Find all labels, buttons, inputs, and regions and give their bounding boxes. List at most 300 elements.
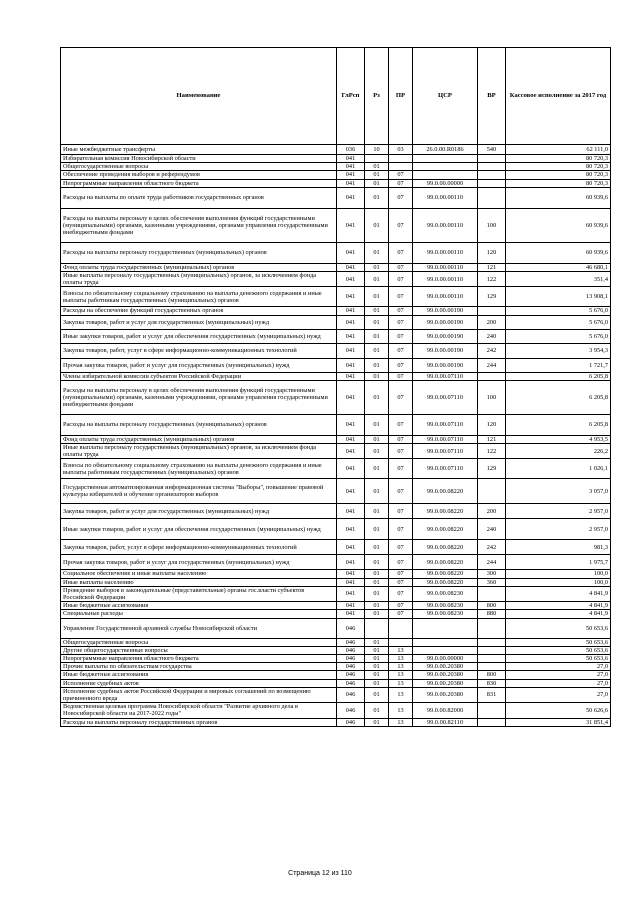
- row-amount: 50 626,6: [506, 703, 611, 718]
- row-vr: 540: [478, 145, 506, 155]
- row-pr: 07: [389, 435, 413, 443]
- row-name: Прочие выплаты по обязательствам государства: [61, 663, 337, 671]
- row-amount: 62 111,0: [506, 145, 611, 155]
- row-name: Расходы на выплаты по оплате труда работников государственных органов: [61, 187, 337, 208]
- row-amount: 50 653,6: [506, 638, 611, 646]
- row-name: Иные межбюджетные трансферты: [61, 145, 337, 155]
- row-name: Прочая закупка товаров, работ и услуг для государственных (муниципальных) нужд: [61, 358, 337, 372]
- table-row: [61, 179, 611, 187]
- table-row: [61, 329, 611, 343]
- row-pr: 07: [389, 208, 413, 242]
- row-csr: 99.0.00.20380: [413, 663, 478, 671]
- row-vr: [478, 663, 506, 671]
- row-rz: 01: [365, 459, 389, 479]
- row-csr: 99.0.00.07110: [413, 444, 478, 459]
- row-rz: 01: [365, 555, 389, 570]
- row-vr: 242: [478, 540, 506, 555]
- table-row: [61, 414, 611, 435]
- row-name: Фонд оплаты труда государственных (муниципальных) органов: [61, 263, 337, 271]
- row-amount: 1 026,1: [506, 459, 611, 479]
- row-csr: 99.0.00.00190: [413, 343, 478, 358]
- row-rz: [365, 618, 389, 638]
- row-vr: 200: [478, 504, 506, 519]
- row-amount: 4 841,9: [506, 586, 611, 601]
- table-row: [61, 272, 611, 287]
- row-pr: 13: [389, 703, 413, 718]
- row-vr: 121: [478, 263, 506, 271]
- row-glrs: 041: [337, 171, 365, 179]
- row-name: Расходы на выплаты персоналу государственных органов: [61, 718, 337, 726]
- row-rz: 01: [365, 242, 389, 263]
- row-glrs: 041: [337, 504, 365, 519]
- row-csr: 99.0.00.08220: [413, 555, 478, 570]
- table-row: [61, 586, 611, 601]
- row-rz: 01: [365, 540, 389, 555]
- row-rz: 01: [365, 671, 389, 679]
- row-glrs: 046: [337, 671, 365, 679]
- row-pr: 13: [389, 718, 413, 726]
- row-amount: 3 057,0: [506, 479, 611, 504]
- row-pr: 13: [389, 679, 413, 687]
- row-rz: 01: [365, 414, 389, 435]
- table-row: [61, 145, 611, 155]
- table-row: [61, 540, 611, 555]
- table-row: [61, 504, 611, 519]
- row-name: Иные бюджетные ассигнования: [61, 602, 337, 610]
- row-amount: 50 653,6: [506, 618, 611, 638]
- row-pr: 07: [389, 315, 413, 329]
- page-number: Страница 12 из 110: [288, 870, 352, 877]
- row-vr: [478, 187, 506, 208]
- row-csr: 99.0.00.82110: [413, 718, 478, 726]
- row-vr: 800: [478, 602, 506, 610]
- row-name: Непрограммные направления областного бюджета: [61, 655, 337, 663]
- row-name: Расходы на выплаты персоналу государственных (муниципальных) органов: [61, 242, 337, 263]
- row-pr: 07: [389, 187, 413, 208]
- row-csr: 26.0.00.R0186: [413, 145, 478, 155]
- row-rz: 01: [365, 655, 389, 663]
- table-row: [61, 287, 611, 307]
- row-name: Закупка товаров, работ и услуг для государственных (муниципальных) нужд: [61, 504, 337, 519]
- row-name: Государственная автоматизированная информационная система "Выборы", повышение правовой культуры избирателей и обучение организаторов выборов: [61, 479, 337, 504]
- row-glrs: 041: [337, 343, 365, 358]
- table-row: [61, 703, 611, 718]
- row-rz: 01: [365, 602, 389, 610]
- row-glrs: 041: [337, 602, 365, 610]
- row-pr: 07: [389, 380, 413, 414]
- table-row: [61, 187, 611, 208]
- table-row: [61, 646, 611, 654]
- row-pr: 13: [389, 663, 413, 671]
- row-name: Иные закупки товаров, работ и услуг для обеспечения государственных (муниципальных) нужд: [61, 329, 337, 343]
- row-csr: 99.0.00.00190: [413, 358, 478, 372]
- row-glrs: 041: [337, 208, 365, 242]
- table-row: [61, 638, 611, 646]
- row-rz: 01: [365, 435, 389, 443]
- row-glrs: 041: [337, 414, 365, 435]
- row-name: Управление Государственной архивной службы Новосибирской области: [61, 618, 337, 638]
- row-csr: 99.0.00.08220: [413, 540, 478, 555]
- row-glrs: 041: [337, 380, 365, 414]
- row-rz: 01: [365, 315, 389, 329]
- row-rz: 01: [365, 187, 389, 208]
- row-glrs: 041: [337, 435, 365, 443]
- row-csr: 99.0.00.08230: [413, 586, 478, 601]
- row-glrs: 041: [337, 358, 365, 372]
- row-name: Исполнение судебных актов Российской Федерации и мировых соглашений по возмещению причиненного вреда: [61, 687, 337, 702]
- row-rz: 01: [365, 263, 389, 271]
- row-vr: [478, 479, 506, 504]
- row-vr: 100: [478, 380, 506, 414]
- row-pr: 07: [389, 414, 413, 435]
- row-amount: 5 676,0: [506, 307, 611, 315]
- table-row: [61, 315, 611, 329]
- table-row: [61, 570, 611, 578]
- row-glrs: 041: [337, 610, 365, 618]
- row-pr: 07: [389, 179, 413, 187]
- row-glrs: 041: [337, 315, 365, 329]
- row-csr: 99.0.00.00190: [413, 315, 478, 329]
- header-amount: Кассовое исполнение за 2017 год: [506, 48, 611, 145]
- header-rz: Рз: [365, 48, 389, 145]
- budget-table: [60, 47, 611, 727]
- row-vr: [478, 655, 506, 663]
- row-rz: 01: [365, 272, 389, 287]
- row-pr: 07: [389, 610, 413, 618]
- row-pr: 07: [389, 329, 413, 343]
- row-glrs: 046: [337, 663, 365, 671]
- row-rz: 01: [365, 646, 389, 654]
- row-glrs: 041: [337, 479, 365, 504]
- row-rz: 01: [365, 638, 389, 646]
- row-pr: 07: [389, 504, 413, 519]
- table-row: [61, 358, 611, 372]
- table-row: [61, 263, 611, 271]
- row-pr: 07: [389, 459, 413, 479]
- row-pr: 07: [389, 272, 413, 287]
- table-row: [61, 343, 611, 358]
- row-vr: 129: [478, 287, 506, 307]
- row-pr: 07: [389, 242, 413, 263]
- row-csr: 99.0.00.08230: [413, 610, 478, 618]
- row-csr: 99.0.00.07110: [413, 459, 478, 479]
- header-name: Наименование: [61, 48, 337, 145]
- row-vr: 830: [478, 679, 506, 687]
- row-rz: 01: [365, 208, 389, 242]
- row-glrs: 041: [337, 444, 365, 459]
- row-vr: 244: [478, 555, 506, 570]
- row-name: Взносы по обязательному социальному страхованию на выплаты денежного содержания и иные выплаты работникам государственных (муниципальных) органов: [61, 287, 337, 307]
- row-pr: [389, 638, 413, 646]
- row-vr: 300: [478, 570, 506, 578]
- row-csr: 99.0.00.07110: [413, 435, 478, 443]
- table-row: [61, 372, 611, 380]
- row-amount: 27,0: [506, 671, 611, 679]
- row-name: Обеспечение проведения выборов и референдумов: [61, 171, 337, 179]
- row-csr: [413, 618, 478, 638]
- row-vr: [478, 646, 506, 654]
- row-glrs: 041: [337, 272, 365, 287]
- row-vr: 242: [478, 343, 506, 358]
- row-amount: 80 720,3: [506, 171, 611, 179]
- table-row: [61, 163, 611, 171]
- row-name: Расходы на обеспечение функций государственных органов: [61, 307, 337, 315]
- row-vr: 360: [478, 578, 506, 586]
- row-pr: 07: [389, 263, 413, 271]
- row-pr: 13: [389, 655, 413, 663]
- row-rz: 01: [365, 444, 389, 459]
- table-row: [61, 459, 611, 479]
- row-name: Закупка товаров, работ и услуг для государственных (муниципальных) нужд: [61, 315, 337, 329]
- row-amount: 4 841,9: [506, 610, 611, 618]
- row-amount: 100,0: [506, 578, 611, 586]
- row-glrs: 046: [337, 703, 365, 718]
- row-vr: [478, 179, 506, 187]
- row-csr: 99.0.00.00110: [413, 272, 478, 287]
- row-glrs: 041: [337, 179, 365, 187]
- row-pr: 07: [389, 444, 413, 459]
- row-rz: 01: [365, 570, 389, 578]
- table-row: [61, 435, 611, 443]
- row-amount: 6 205,8: [506, 372, 611, 380]
- row-pr: 07: [389, 519, 413, 540]
- row-glrs: 046: [337, 687, 365, 702]
- row-name: Расходы на выплаты персоналу в целях обеспечения выполнения функций государственными (муниципальными) органами, казенными учреждениями, органами управления государственными внебюджетными фондами: [61, 208, 337, 242]
- row-glrs: 041: [337, 329, 365, 343]
- row-pr: 07: [389, 586, 413, 601]
- row-amount: 27,0: [506, 679, 611, 687]
- row-vr: [478, 618, 506, 638]
- row-rz: [365, 155, 389, 163]
- header-pr: ПР: [389, 48, 413, 145]
- row-name: Закупка товаров, работ, услуг в сфере информационно-коммуникационных технологий: [61, 343, 337, 358]
- row-glrs: 041: [337, 519, 365, 540]
- table-row: [61, 519, 611, 540]
- row-amount: 31 851,4: [506, 718, 611, 726]
- row-csr: [413, 638, 478, 646]
- table-body: [61, 145, 611, 727]
- row-name: Иные бюджетные ассигнования: [61, 671, 337, 679]
- row-glrs: 046: [337, 679, 365, 687]
- row-rz: 01: [365, 358, 389, 372]
- row-pr: 07: [389, 602, 413, 610]
- table-row: [61, 444, 611, 459]
- row-rz: 01: [365, 171, 389, 179]
- row-csr: 99.0.00.00110: [413, 208, 478, 242]
- row-name: Проведение выборов в законодательные (представительные) органы гос.власти субъектов Российской Федерации: [61, 586, 337, 601]
- row-vr: [478, 155, 506, 163]
- row-csr: 99.0.00.07110: [413, 414, 478, 435]
- header-vr: ВР: [478, 48, 506, 145]
- row-glrs: 041: [337, 570, 365, 578]
- row-amount: 13 908,1: [506, 287, 611, 307]
- row-pr: 13: [389, 671, 413, 679]
- row-amount: 2 957,0: [506, 519, 611, 540]
- row-amount: 60 939,6: [506, 242, 611, 263]
- row-vr: [478, 171, 506, 179]
- row-vr: 240: [478, 519, 506, 540]
- table-row: [61, 171, 611, 179]
- row-rz: 01: [365, 504, 389, 519]
- row-rz: 01: [365, 372, 389, 380]
- row-csr: 99.0.00.07110: [413, 372, 478, 380]
- row-csr: 99.0.00.20380: [413, 679, 478, 687]
- row-csr: 99.0.00.08220: [413, 578, 478, 586]
- row-vr: 122: [478, 444, 506, 459]
- table-row: [61, 655, 611, 663]
- row-name: Члены избирательной комиссии субъектов Российской Федерации: [61, 372, 337, 380]
- row-csr: 99.0.00.00190: [413, 329, 478, 343]
- row-rz: 10: [365, 145, 389, 155]
- row-csr: 99.0.00.00000: [413, 179, 478, 187]
- row-vr: 880: [478, 610, 506, 618]
- row-pr: 07: [389, 343, 413, 358]
- row-glrs: 041: [337, 578, 365, 586]
- row-rz: 01: [365, 586, 389, 601]
- header-csr: ЦСР: [413, 48, 478, 145]
- row-rz: 01: [365, 479, 389, 504]
- row-amount: 46 680,1: [506, 263, 611, 271]
- row-name: Взносы по обязательному социальному страхованию на выплаты денежного содержания и иные выплаты работникам государственных (муниципальных) органов: [61, 459, 337, 479]
- table-row: [61, 555, 611, 570]
- row-name: Расходы на выплаты персоналу в целях обеспечения выполнения функций государственными (муниципальными) органами, казенными учреждениями, органами управления государственными внебюджетными фондами: [61, 380, 337, 414]
- row-amount: 6 205,8: [506, 380, 611, 414]
- row-pr: 07: [389, 307, 413, 315]
- row-vr: 121: [478, 435, 506, 443]
- row-pr: 07: [389, 479, 413, 504]
- table-row: [61, 618, 611, 638]
- row-glrs: 046: [337, 655, 365, 663]
- row-name: Общегосударственные вопросы: [61, 163, 337, 171]
- row-amount: 4 841,9: [506, 602, 611, 610]
- row-name: Непрограммные направления областного бюджета: [61, 179, 337, 187]
- row-glrs: 041: [337, 242, 365, 263]
- row-glrs: 041: [337, 555, 365, 570]
- row-rz: 01: [365, 679, 389, 687]
- row-amount: 27,0: [506, 687, 611, 702]
- row-name: Иные выплаты населению: [61, 578, 337, 586]
- row-csr: 99.0.00.00190: [413, 307, 478, 315]
- row-name: Иные выплаты персоналу государственных (муниципальных) органов, за исключением фонда оплаты труда: [61, 444, 337, 459]
- row-rz: 01: [365, 307, 389, 315]
- row-glrs: 041: [337, 263, 365, 271]
- budget-table-sheet: [60, 47, 610, 727]
- row-pr: [389, 618, 413, 638]
- row-pr: 07: [389, 578, 413, 586]
- row-name: Иные закупки товаров, работ и услуг для обеспечения государственных (муниципальных) нужд: [61, 519, 337, 540]
- row-csr: 99.0.00.20380: [413, 671, 478, 679]
- row-amount: 2 957,0: [506, 504, 611, 519]
- row-glrs: 041: [337, 459, 365, 479]
- header-glrs: ГлРсп: [337, 48, 365, 145]
- table-row: [61, 307, 611, 315]
- row-pr: [389, 155, 413, 163]
- row-rz: 01: [365, 163, 389, 171]
- row-csr: [413, 155, 478, 163]
- table-header-row: [61, 48, 611, 145]
- row-name: Специальные расходы: [61, 610, 337, 618]
- row-name: Общегосударственные вопросы: [61, 638, 337, 646]
- table-row: [61, 718, 611, 726]
- row-csr: 99.0.00.00110: [413, 263, 478, 271]
- row-pr: 07: [389, 570, 413, 578]
- row-vr: 800: [478, 671, 506, 679]
- row-vr: 240: [478, 329, 506, 343]
- row-glrs: 046: [337, 718, 365, 726]
- row-amount: 80 720,3: [506, 179, 611, 187]
- row-csr: [413, 171, 478, 179]
- row-glrs: 041: [337, 372, 365, 380]
- row-name: Социальное обеспечение и иные выплаты населению: [61, 570, 337, 578]
- row-pr: 07: [389, 358, 413, 372]
- row-vr: [478, 307, 506, 315]
- row-glrs: 046: [337, 618, 365, 638]
- row-csr: 99.0.00.00110: [413, 187, 478, 208]
- row-amount: 351,4: [506, 272, 611, 287]
- row-amount: 50 653,6: [506, 646, 611, 654]
- row-csr: 99.0.00.08220: [413, 519, 478, 540]
- table-row: [61, 671, 611, 679]
- row-pr: 13: [389, 646, 413, 654]
- row-name: Избирательная комиссия Новосибирской области: [61, 155, 337, 163]
- table-row: [61, 208, 611, 242]
- row-vr: 244: [478, 358, 506, 372]
- row-pr: 03: [389, 145, 413, 155]
- row-pr: 13: [389, 687, 413, 702]
- row-name: Ведомственная целевая программа Новосибирской области "Развитие архивного дела в Новосибирской области на 2017-2022 годы": [61, 703, 337, 718]
- row-vr: 120: [478, 242, 506, 263]
- row-rz: 01: [365, 663, 389, 671]
- row-rz: 01: [365, 718, 389, 726]
- row-amount: 5 676,0: [506, 315, 611, 329]
- row-vr: 200: [478, 315, 506, 329]
- table-row: [61, 610, 611, 618]
- row-rz: 01: [365, 343, 389, 358]
- row-amount: 4 953,5: [506, 435, 611, 443]
- row-glrs: 041: [337, 586, 365, 601]
- row-amount: 27,0: [506, 663, 611, 671]
- row-glrs: 046: [337, 638, 365, 646]
- row-csr: 99.0.00.20380: [413, 687, 478, 702]
- row-vr: 129: [478, 459, 506, 479]
- row-csr: [413, 163, 478, 171]
- row-csr: 99.0.00.08220: [413, 504, 478, 519]
- row-name: Закупка товаров, работ, услуг в сфере информационно-коммуникационных технологий: [61, 540, 337, 555]
- row-amount: 5 676,0: [506, 329, 611, 343]
- row-pr: 07: [389, 372, 413, 380]
- row-amount: 981,3: [506, 540, 611, 555]
- table-row: [61, 663, 611, 671]
- row-amount: 100,0: [506, 570, 611, 578]
- row-name: Другие общегосударственные вопросы: [61, 646, 337, 654]
- table-row: [61, 578, 611, 586]
- row-rz: 01: [365, 179, 389, 187]
- table-row: [61, 155, 611, 163]
- row-vr: [478, 372, 506, 380]
- row-amount: 6 205,8: [506, 414, 611, 435]
- row-csr: 99.0.00.00000: [413, 655, 478, 663]
- row-csr: 99.0.00.08220: [413, 479, 478, 504]
- row-pr: 07: [389, 171, 413, 179]
- row-vr: 120: [478, 414, 506, 435]
- row-vr: [478, 703, 506, 718]
- row-rz: 01: [365, 687, 389, 702]
- row-csr: 99.0.00.08220: [413, 570, 478, 578]
- row-rz: 01: [365, 578, 389, 586]
- row-amount: 80 720,3: [506, 155, 611, 163]
- row-rz: 01: [365, 519, 389, 540]
- row-amount: 60 939,6: [506, 208, 611, 242]
